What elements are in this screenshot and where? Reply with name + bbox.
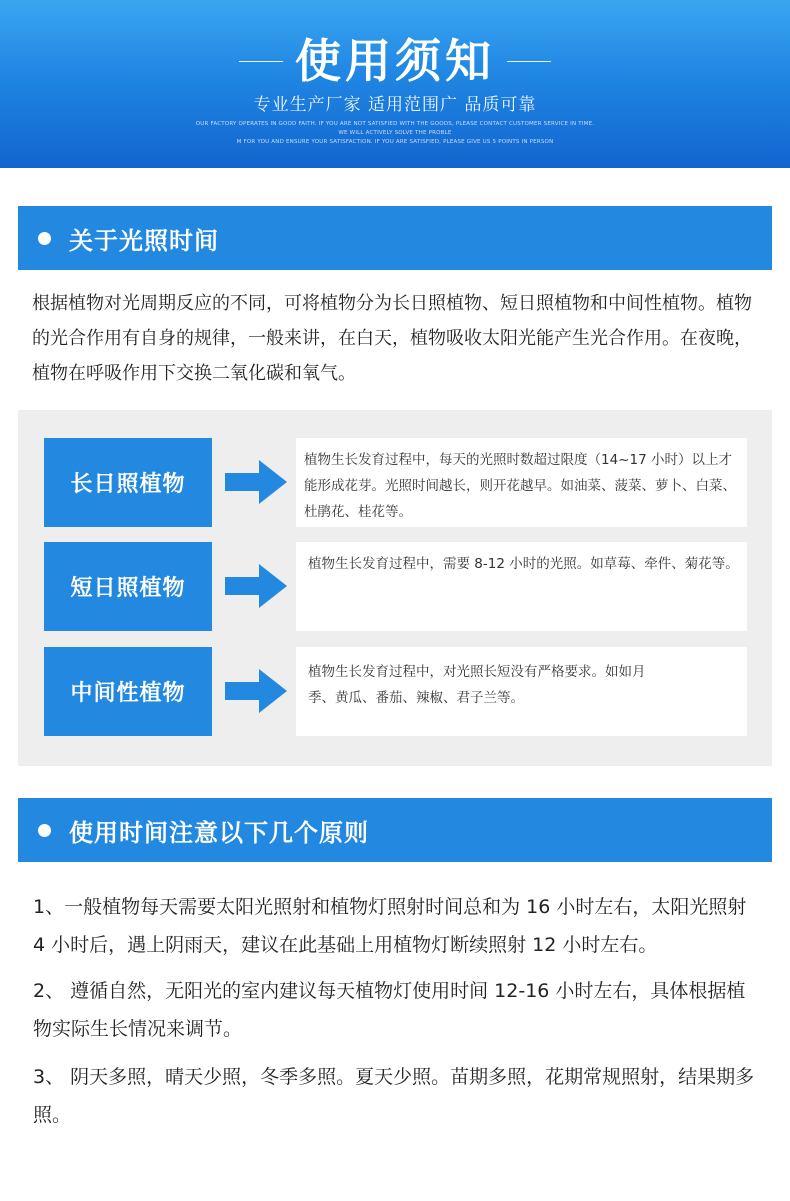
page-title: 使用须知 xyxy=(295,34,495,88)
arrow-right-icon xyxy=(225,667,287,715)
plant-type-label: 中间性植物 xyxy=(44,647,212,736)
plant-type-description: 植物生长发育过程中，每天的光照时数超过限度（14~17 小时）以上才能形成花芽。光照时间越长，则开花越早。如油菜、菠菜、萝卜、白菜、杜鹃花、桂花等。 xyxy=(296,438,747,527)
rules-list xyxy=(33,888,763,1142)
intro-paragraph: 根据植物对光周期反应的不同，可将植物分为长日照植物、短日照植物和中间性植物。植物的光合作用有自身的规律，一般来讲，在白天，植物吸收太阳光能产生光合作用。在夜晚，植物在呼吸作用下交换二氧化碳和氧气。 xyxy=(32,293,752,384)
title-rule-right xyxy=(507,61,551,62)
plant-type-label: 短日照植物 xyxy=(44,542,212,631)
header-fine-print xyxy=(195,120,595,147)
section-title: 关于光照时间 xyxy=(69,226,219,255)
arrow-right-icon xyxy=(225,562,287,610)
bullet-dot-icon xyxy=(38,232,51,245)
plant-row-short-day xyxy=(18,542,772,632)
plant-row-long-day xyxy=(18,438,772,528)
title-rule-left xyxy=(239,61,283,62)
rule-item: 2、 遵循自然，无阳光的室内建议每天植物灯使用时间 12-16 小时左右，具体根据植物实际生长情况来调节。 xyxy=(33,980,746,1040)
section-bar-usage-rules xyxy=(18,798,772,862)
rule-item: 1、一般植物每天需要太阳光照射和植物灯照射时间总和为 16 小时左右，太阳光照射 4 小时后，遇上阴雨天，建议在此基础上用植物灯断续照射 12 小时左右。 xyxy=(33,896,747,956)
rule-item: 3、 阴天多照，晴天少照，冬季多照。夏天少照。苗期多照，花期常规照射，结果期多照。 xyxy=(33,1066,755,1126)
plant-type-description: 植物生长发育过程中，需要 8-12 小时的光照。如草莓、牵件、菊花等。 xyxy=(296,542,747,631)
section-bar-light-time xyxy=(18,206,772,270)
header-title-row xyxy=(0,28,790,94)
fine-print-line-1: OUR FACTORY OPERATES IN GOOD FAITH. IF YOU ARE NOT SATISFIED WITH THE GOODS, PLEASE CONTACT CUSTOMER SERVICE IN TIME. WE WILL ACTIVELY SOLVE THE PROBLE xyxy=(195,121,595,136)
section-title: 使用时间注意以下几个原则 xyxy=(69,818,369,847)
arrow-right-icon xyxy=(225,458,287,506)
header-banner xyxy=(0,0,790,168)
plant-type-panel xyxy=(18,410,772,766)
plant-type-label: 长日照植物 xyxy=(44,438,212,527)
bullet-dot-icon xyxy=(38,824,51,837)
plant-type-description: 植物生长发育过程中，对光照长短没有严格要求。如如月季、黄瓜、番茄、辣椒、君子兰等。 xyxy=(296,647,747,736)
plant-row-day-neutral xyxy=(18,647,772,737)
fine-print-line-2: M FOR YOU AND ENSURE YOUR SATISFACTION. IF YOU ARE SATISFIED, PLEASE GIVE US 5 POINTS IN PERSON xyxy=(236,139,554,145)
page-subtitle: 专业生产厂家 适用范围广 品质可靠 xyxy=(253,95,537,115)
